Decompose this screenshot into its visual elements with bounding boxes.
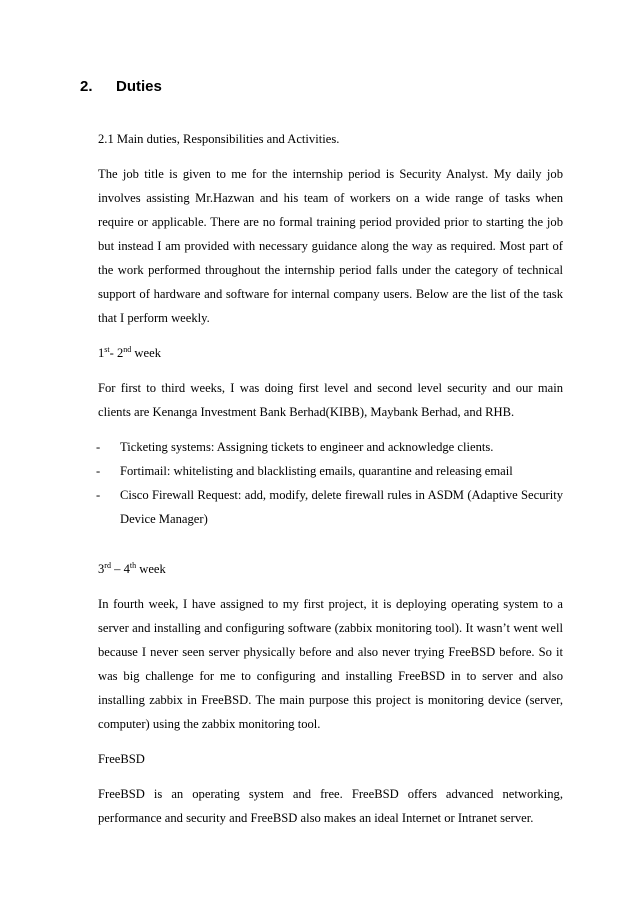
freebsd-paragraph: FreeBSD is an operating system and free. FreeBSD offers advanced networking, performance and security and FreeBSD also makes an ideal Internet or Intranet server. — [98, 787, 563, 825]
list-item: - Ticketing systems: Assigning tickets to engineer and acknowledge clients. — [96, 440, 494, 454]
subsection-title: 2.1 Main duties, Responsibilities and Activities. — [98, 132, 340, 146]
section-heading — [80, 78, 162, 95]
week3-heading: 3rd – 4th week — [98, 561, 166, 576]
list-item: - Cisco Firewall Request: add, modify, delete firewall rules in ASDM (Adaptive Security Device Manager) — [96, 488, 563, 526]
week3-paragraph: In fourth week, I have assigned to my first project, it is deploying operating system to a server and installing and configuring software (zabbix monitoring tool). It wasn’t went well because I never seen server physically before and also never trying FreeBSD before. So it was big challenge for me to configuring and installing FreeBSD in to server and also installing zabbix in FreeBSD. The main purpose this project is monitoring device (server, computer) using the zabbix monitoring tool. — [98, 597, 563, 731]
document-body — [98, 127, 563, 841]
section-title: Duties — [116, 78, 162, 95]
week1-task-list — [98, 435, 563, 531]
section-number: 2. — [80, 78, 93, 95]
week1-heading: 1st- 2nd week — [98, 345, 162, 360]
freebsd-title: FreeBSD — [98, 752, 145, 766]
week1-paragraph: For first to third weeks, I was doing first level and second level security and our main clients are Kenanga Investment Bank Berhad(KIBB), Maybank Berhad, and RHB. — [98, 381, 563, 419]
intro-paragraph: The job title is given to me for the internship period is Security Analyst. My daily job involves assisting Mr.Hazwan and his team of workers on a wide range of tasks when require or applicable. There are no formal training period provided prior to starting the job but instead I am provided with necessary guidance along the way as required. Most part of the work performed throughout the internship period falls under the category of technical support of hardware and software for internal company users. Below are the list of the task that I perform weekly. — [98, 167, 563, 325]
list-item: - Fortimail: whitelisting and blacklisting emails, quarantine and releasing email — [96, 464, 513, 478]
